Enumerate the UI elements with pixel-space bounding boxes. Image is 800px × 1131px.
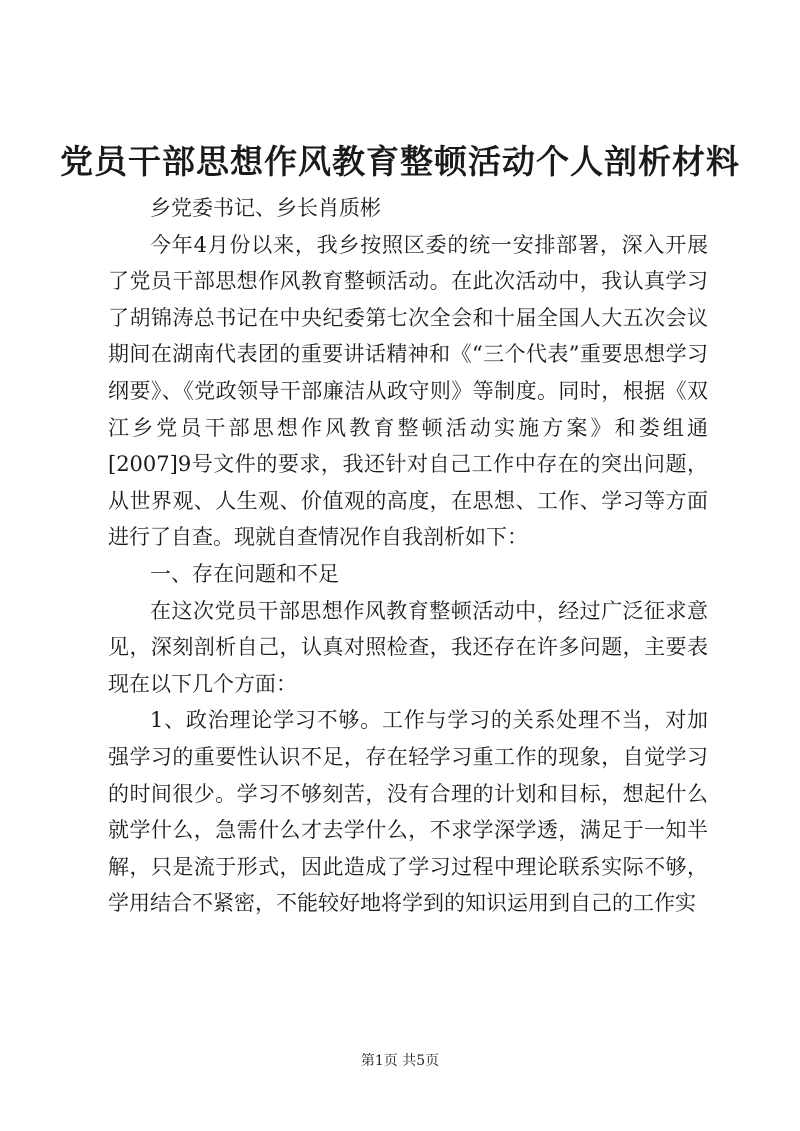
section-heading: 一、存在问题和不足 — [150, 561, 339, 586]
page-number-footer: 第1页 共5页 — [360, 1053, 440, 1069]
author-line: 乡党委书记、乡长肖质彬 — [150, 196, 381, 220]
document-title: 党员干部思想作风教育整顿活动个人剖析材料 — [60, 142, 740, 181]
document-body — [108, 190, 708, 922]
section-intro-paragraph: 在这次党员干部思想作风教育整顿活动中，经过广泛征求意见，深刻剖析自己，认真对照检查，我还存在许多问题，主要表现在以下几个方面： — [108, 598, 708, 696]
intro-paragraph: 今年4月份以来，我乡按照区委的统一安排部署，深入开展了党员干部思想作风教育整顿活动。在此次活动中，我认真学习了胡锦涛总书记在中央纪委第七次全会和十届全国人大五次会议期间在湖南代表团的重要讲话精神和《“三个代表”重要思想学习纲要》、《党政领导干部廉洁从政守则》等制度。同时，根据《双江乡党员干部思想作风教育整顿活动实施方案》和娄组通[2007]9号文件的要求，我还针对自己工作中存在的突出问题，从世界观、人生观、价值观的高度，在思想、工作、学习等方面进行了自查。现就自查情况作自我剖析如下： — [108, 232, 708, 550]
issue-1-paragraph: 1、政治理论学习不够。工作与学习的关系处理不当，对加强学习的重要性认识不足，存在轻学习重工作的现象，自觉学习的时间很少。学习不够刻苦，没有合理的计划和目标，想起什么就学什么，急需什么才去学什么，不求学深学透，满足于一知半解，只是流于形式，因此造成了学习过程中理论联系实际不够，学用结合不紧密，不能较好地将学到的知识运用到自己的工作实 — [108, 708, 708, 916]
